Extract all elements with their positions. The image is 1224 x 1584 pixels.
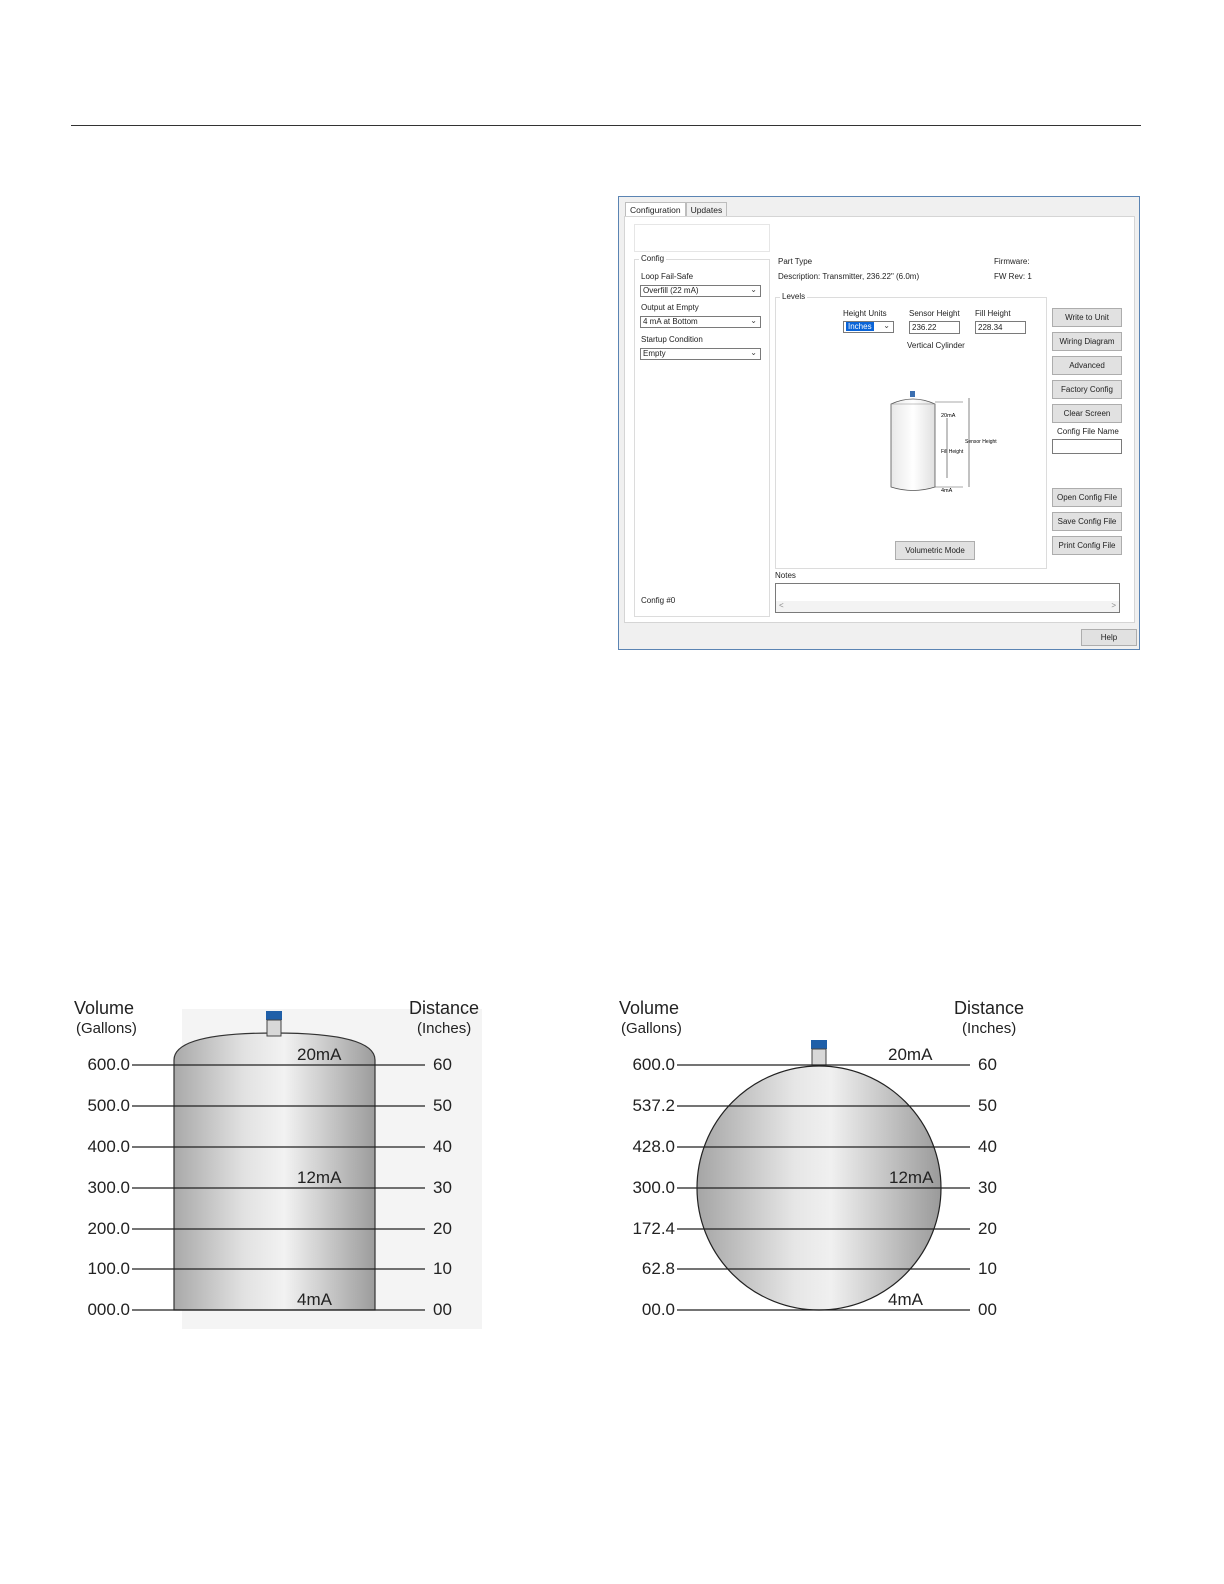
firmware-revision: FW Rev: 1 [994, 272, 1032, 281]
height-units-label: Height Units [843, 309, 887, 318]
header-rule [71, 125, 1141, 126]
volume-label: 600.0 [632, 1055, 675, 1074]
distance-label: 10 [978, 1259, 997, 1278]
config-software-window [618, 196, 1140, 650]
distance-label: 40 [433, 1137, 452, 1156]
ma-4-label: 4mA [297, 1290, 332, 1309]
ma-12-label: 12mA [297, 1168, 342, 1187]
loop-failsafe-value: Overfill (22 mA) [643, 286, 699, 295]
output-empty-select[interactable] [640, 316, 761, 328]
part-description: Description: Transmitter, 236.22" (6.0m) [778, 272, 920, 281]
distance-label: 20 [978, 1219, 997, 1238]
help-button[interactable]: Help [1081, 629, 1137, 646]
ma-20-label: 20mA [888, 1045, 933, 1064]
volume-unit: (Gallons) [621, 1020, 682, 1037]
distance-label: 50 [433, 1096, 452, 1115]
firmware-label: Firmware: [994, 257, 1030, 266]
config-number: Config #0 [641, 596, 676, 605]
distance-label: 10 [433, 1259, 452, 1278]
fill-height-label: Fill Height [975, 309, 1011, 318]
notes-scrollbar[interactable] [776, 601, 1119, 612]
chevron-down-icon: ⌄ [750, 348, 757, 357]
config-file-name-input[interactable] [1052, 439, 1122, 454]
output-empty-label: Output at Empty [641, 303, 699, 312]
mini-fill-height-label: Fill Height [941, 449, 964, 455]
clear-screen-button[interactable]: Clear Screen [1052, 404, 1122, 423]
volume-label: 300.0 [87, 1178, 130, 1197]
distance-label: 20 [433, 1219, 452, 1238]
distance-label: 40 [978, 1137, 997, 1156]
sensor-cap-icon [811, 1040, 827, 1049]
distance-label: 00 [978, 1300, 997, 1319]
volume-label: 428.0 [632, 1137, 675, 1156]
ma-12-label: 12mA [889, 1168, 934, 1187]
volume-label: 300.0 [632, 1178, 675, 1197]
distance-unit: (Inches) [417, 1020, 472, 1037]
startup-value: Empty [643, 349, 666, 358]
vertical-cylinder-diagram [70, 995, 490, 1335]
levels-group [775, 292, 1047, 569]
sensor-icon [910, 391, 915, 397]
volume-label: 400.0 [87, 1137, 130, 1156]
sphere-tank-graphic [615, 995, 1035, 1335]
volume-label: 537.2 [632, 1096, 675, 1115]
loop-failsafe-label: Loop Fail-Safe [641, 272, 694, 281]
volumetric-mode-button[interactable]: Volumetric Mode [895, 541, 975, 560]
mini-tank-body [891, 399, 935, 491]
logo-placeholder [634, 224, 770, 252]
scroll-right-icon[interactable]: > [1111, 601, 1116, 610]
config-group [634, 254, 770, 617]
save-config-file-button[interactable]: Save Config File [1052, 512, 1122, 531]
mini-sensor-height-label: Sensor Height [965, 439, 997, 445]
volume-unit: (Gallons) [76, 1020, 137, 1037]
fill-height-input[interactable]: 228.34 [975, 321, 1026, 334]
sensor-body-icon [267, 1020, 281, 1036]
height-units-value: Inches [848, 322, 872, 331]
distance-label: 50 [978, 1096, 997, 1115]
startup-label: Startup Condition [641, 335, 703, 344]
distance-unit: (Inches) [962, 1020, 1017, 1037]
advanced-button[interactable]: Advanced [1052, 356, 1122, 375]
tab-updates[interactable]: Updates [686, 202, 728, 217]
volume-label: 600.0 [87, 1055, 130, 1074]
distance-label: 60 [978, 1055, 997, 1074]
notes-label: Notes [775, 571, 796, 580]
sphere-tank-diagram [615, 995, 1035, 1335]
chevron-down-icon: ⌄ [750, 316, 757, 325]
startup-select[interactable] [640, 348, 761, 360]
distance-label: 00 [433, 1300, 452, 1319]
factory-config-button[interactable]: Factory Config [1052, 380, 1122, 399]
volume-label: 172.4 [632, 1219, 675, 1238]
mini-20ma-label: 20mA [941, 413, 956, 419]
config-group-title: Config [641, 254, 665, 263]
volume-label: 00.0 [641, 1300, 675, 1319]
volume-label: 500.0 [87, 1096, 130, 1115]
levels-group-title: Levels [782, 292, 806, 301]
distance-header: Distance [409, 998, 480, 1018]
distance-label: 30 [433, 1178, 452, 1197]
chevron-down-icon: ⌄ [883, 321, 890, 330]
sensor-body-icon [812, 1049, 826, 1065]
scroll-left-icon[interactable]: < [779, 601, 784, 610]
volume-header: Volume [619, 998, 680, 1018]
height-units-select[interactable] [843, 321, 894, 333]
write-to-unit-button[interactable]: Write to Unit [1052, 308, 1122, 327]
config-file-name-label: Config File Name [1057, 427, 1119, 436]
distance-label: 30 [978, 1178, 997, 1197]
open-config-file-button[interactable]: Open Config File [1052, 488, 1122, 507]
sensor-cap-icon [266, 1011, 282, 1020]
chevron-down-icon: ⌄ [750, 285, 757, 294]
loop-failsafe-select[interactable] [640, 285, 761, 297]
volume-label: 000.0 [87, 1300, 130, 1319]
distance-label: 60 [433, 1055, 452, 1074]
wiring-diagram-button[interactable]: Wiring Diagram [1052, 332, 1122, 351]
distance-header: Distance [954, 998, 1025, 1018]
ma-4-label: 4mA [888, 1290, 923, 1309]
volume-label: 62.8 [641, 1259, 675, 1278]
ma-20-label: 20mA [297, 1045, 342, 1064]
tab-configuration[interactable]: Configuration [625, 202, 686, 217]
volume-label: 200.0 [87, 1219, 130, 1238]
volume-label: 100.0 [87, 1259, 130, 1278]
mini-tank-illustration [883, 388, 1003, 503]
tank-shape-label: Vertical Cylinder [907, 341, 965, 350]
output-empty-value: 4 mA at Bottom [643, 317, 698, 326]
mini-4ma-label: 4mA [941, 488, 953, 494]
print-config-file-button[interactable]: Print Config File [1052, 536, 1122, 555]
configuration-panel [624, 216, 1135, 623]
volume-header: Volume [74, 998, 135, 1018]
vertical-cylinder-graphic [70, 995, 490, 1335]
sensor-height-input[interactable]: 236.22 [909, 321, 960, 334]
part-type-label: Part Type [778, 257, 813, 266]
sensor-height-label: Sensor Height [909, 309, 960, 318]
tab-bar [625, 202, 727, 217]
